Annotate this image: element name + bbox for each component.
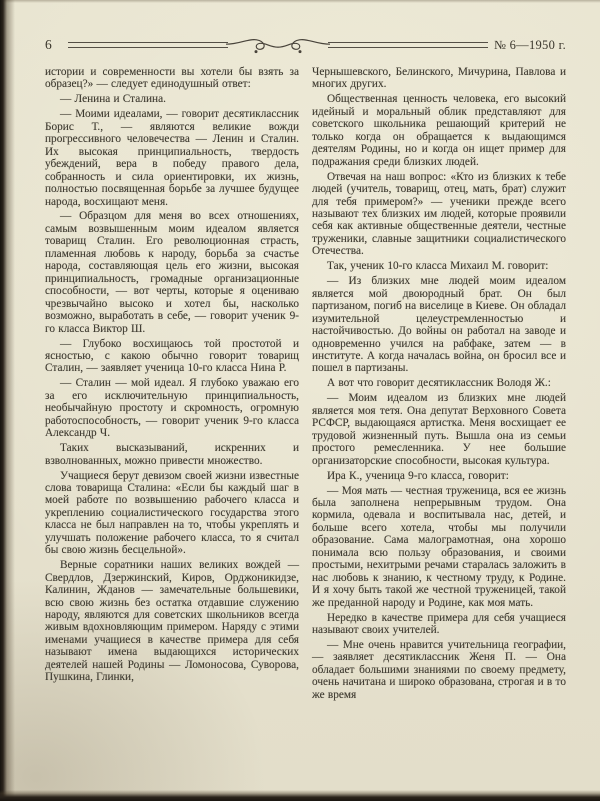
right-column xyxy=(312,66,566,704)
paragraph: — Моим идеалом из близких мне людей является моя тетя. Она депутат Верховного Совета РСФСР, выдающаяся артистка. Меня восхищает ее трудовой жизненный путь. Вышла она из семьи простого ремесленника. У нее большие организаторские способности, высокая культура. xyxy=(312,392,566,467)
paragraph: истории и современности вы хотели бы взять за образец?» — следует единодушный ответ: xyxy=(45,66,299,91)
text-columns xyxy=(45,66,566,704)
paragraph: Общественная ценность человека, его высокий идейный и моральный облик представляют для советского школьника решающий критерий не только когда он обращается к выдающимся деятелям Родины, но и когда он ищет пример для подражания среди близких людей. xyxy=(312,93,566,168)
paragraph: Отвечая на наш вопрос: «Кто из близких к тебе людей (учитель, товарищ, отец, мать, брат) служит для тебя примером?» — ученики прежде всего называют тех близких им людей, которые проявили себя как активные общественные деятели, честные труженики, славные защитники социалистического Отечества. xyxy=(312,170,566,258)
paragraph: — Мне очень нравится учительница географии, — заявляет десятиклассник Женя П. — Она обладает большими знаниями по своему предмету, очень начитана и широко образована, строгая и в то же время xyxy=(312,638,566,701)
paragraph: А вот что говорит десятиклассник Володя Ж.: xyxy=(327,377,551,390)
issue-label: № 6—1950 г. xyxy=(493,37,567,52)
paragraph: Ира К., ученица 9-го класса, говорит: xyxy=(327,469,509,482)
page-number: 6 xyxy=(45,37,52,53)
scan-edge-bottom xyxy=(0,790,600,801)
paragraph: — Моя мать — честная труженица, вся ее жизнь была заполнена непрерывным трудом. Она кормила, одевала и воспитывала нас, детей, и больше всего хотела, чтобы мы получили образование. Сама малограмотная, она хорошо понимала всю пользу образования, и своими простыми, нехитрыми речами старалась заложить в нас любовь к знанию, к честному труду, к Родине. И я хочу быть такой же честной труженицей, такой же преданной народу и Родине, как моя мать. xyxy=(312,484,566,609)
paragraph: — Моими идеалами, — говорит десятиклассник Борис Т., — являются великие вожди прогрессивного человечества — Ленин и Сталин. Их высокая принципиальность, твердость убеждений, вера в победу правого дела, собранность и сила ориентировки, их жизнь, полностью посвященная борьбе за лучшее будущее народа, восхищают меня. xyxy=(45,108,299,208)
paragraph: Нередко в качестве примера для себя учащиеся называют своих учителей. xyxy=(312,611,566,636)
calligraphic-flourish-icon xyxy=(226,35,330,55)
left-column xyxy=(45,66,299,704)
scan-edge-left xyxy=(0,0,15,801)
paragraph: — Образцом для меня во всех отношениях, самым возвышенным моим идеалом является товарищ Сталин. Его революционная страсть, пламенная любовь к народу, борьба за счастье народа, составляющая цель его жизни, высокая принципиальность, громадные организационные способности, — вот черты, которые я оцениваю чрезвычайно высоко и хотел бы, насколько возможно, выработать в себе, — говорит ученик 9-го класса Виктор Ш. xyxy=(45,210,299,335)
header-rule-right xyxy=(328,42,488,48)
paragraph: Верные соратники наших великих вождей — Свердлов, Дзержинский, Киров, Орджоникидзе, Калинин, Жданов — замечательные большевики, всю свою жизнь без остатка отдавшие служению народу, являются для советских школьников всегда живым вдохновляющим примером. Наряду с этими именами учащиеся в качестве примера для себя называют имена выдающихся исторических деятелей нашей Родины — Ломоносова, Суворова, Пушкина, Глинки, xyxy=(45,559,299,684)
paragraph: — Глубоко восхищаюсь той простотой и ясностью, с какою обычно говорит товарищ Сталин, — заявляет ученица 10-го класса Нина Р. xyxy=(45,337,299,375)
scan-edge-top xyxy=(0,0,600,3)
paragraph: Учащиеся берут девизом своей жизни известные слова товарища Сталина: «Если бы каждый шаг в моей работе по возвышению рабочего класса и укреплению социалистического государства этого класса не был направлен на то, чтобы укреплять и улучшать положение рабочего класса, то я считал бы свою жизнь бесцельной». xyxy=(45,469,299,557)
paragraph: — Ленина и Сталина. xyxy=(60,93,166,106)
paragraph: — Сталин — мой идеал. Я глубоко уважаю его за его исключительную принципиальность, необычайную простоту и скромность, огромную работоспособность, — говорит ученик 9-го класса Александр Ч. xyxy=(45,377,299,440)
header-rule-left xyxy=(68,42,228,48)
paragraph: Чернышевского, Белинского, Мичурина, Павлова и многих других. xyxy=(312,66,566,91)
page-header xyxy=(45,37,566,53)
paragraph: Таких высказываний, искренних и взволнованных, можно привести множество. xyxy=(45,442,299,467)
paragraph: Так, ученик 10-го класса Михаил М. говорит: xyxy=(327,260,549,273)
paragraph: — Из близких мне людей моим идеалом является мой двоюродный брат. Он был партизаном, погиб на виселице в Киеве. Он обладал изумительной целеустремленностью и настойчивостью. До войны он работал на заводе и одновременно учился на рабфаке, затем — в институте. А когда началась война, он бросил все и пошел в партизаны. xyxy=(312,275,567,375)
